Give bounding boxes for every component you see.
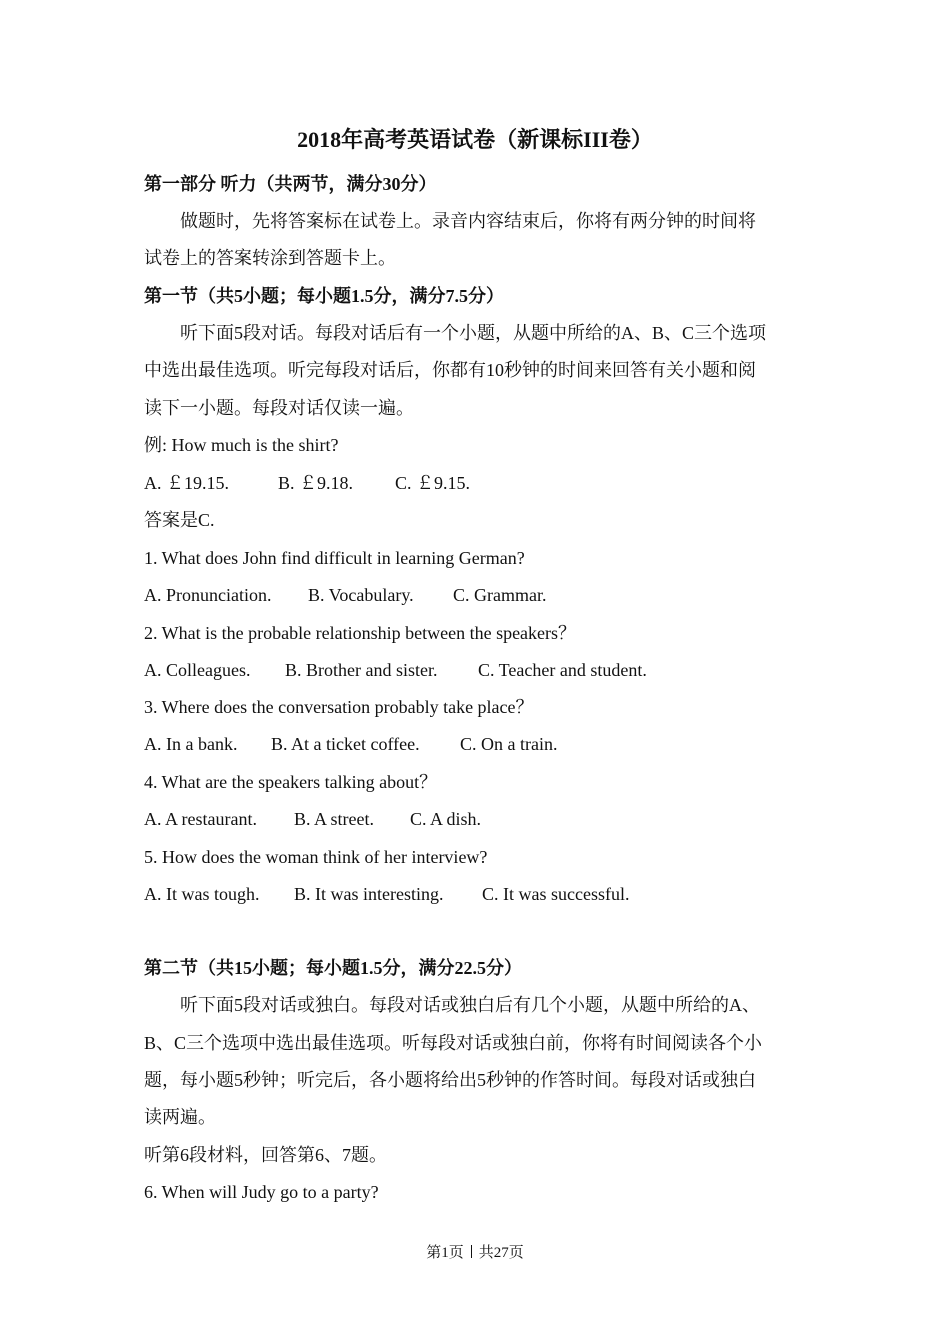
question-1: 1. What does John find difficult in learning German? (144, 548, 525, 568)
section1-heading: 第一节（共5小题；每小题1.5分，满分7.5分） (144, 286, 504, 306)
example-options (144, 470, 814, 496)
option-b: B. ￡9.18. (278, 473, 354, 493)
question-5: 5. How does the woman think of her interview? (144, 847, 488, 867)
option-a: A. Pronunciation. (144, 585, 272, 605)
footer-divider (471, 1245, 472, 1258)
option-a: A. It was tough. (144, 884, 260, 904)
question-2: 2. What is the probable relationship between the speakers？ (144, 623, 577, 643)
section2-intro-line: 题，每小题5秒钟；听完后，各小题将给出5秒钟的作答时间。每段对话或独白 (144, 1070, 756, 1090)
option-a: A. In a bank. (144, 734, 238, 754)
page-footer (0, 1242, 950, 1264)
material-note: 听第6段材料，回答第6、7题。 (144, 1145, 387, 1165)
section1-intro-line: 听下面5段对话。每段对话后有一个小题，从题中所给的A、B、C三个选项 (180, 323, 767, 343)
option-a: A. Colleagues. (144, 660, 251, 680)
question-5-options (144, 881, 814, 907)
page-title: 2018年高考英语试卷（新课标III卷） (297, 127, 653, 152)
example-answer: 答案是C. (144, 510, 215, 530)
section2-intro-line: B、C三个选项中选出最佳选项。听每段对话或独白前，你将有时间阅读各个小 (144, 1033, 763, 1053)
example-question: 例: How much is the shirt? (144, 435, 339, 455)
option-b: B. Brother and sister. (285, 660, 438, 680)
option-c: C. A dish. (410, 809, 482, 829)
question-2-options (144, 657, 814, 683)
question-4-options (144, 806, 814, 832)
option-c: C. Teacher and student. (478, 660, 647, 680)
option-c: C. On a train. (460, 734, 558, 754)
question-4: 4. What are the speakers talking about？ (144, 772, 438, 792)
part1-heading: 第一部分 听力（共两节，满分30分） (144, 174, 437, 194)
option-b: B. Vocabulary. (308, 585, 414, 605)
option-b: B. It was interesting. (294, 884, 444, 904)
question-3: 3. Where does the conversation probably take place？ (144, 697, 534, 717)
option-c: C. ￡9.15. (395, 473, 471, 493)
section2-intro-line: 听下面5段对话或独白。每段对话或独白后有几个小题，从题中所给的A、 (180, 995, 760, 1015)
part1-intro-line: 试卷上的答案转涂到答题卡上。 (144, 248, 396, 268)
question-3-options (144, 731, 814, 757)
part1-intro-line: 做题时，先将答案标在试卷上。录音内容结束后，你将有两分钟的时间将 (180, 211, 756, 231)
section1-intro-line: 读下一小题。每段对话仅读一遍。 (144, 398, 414, 418)
section2-intro-line: 读两遍。 (144, 1107, 216, 1127)
question-1-options (144, 582, 814, 608)
section2-heading: 第二节（共15小题；每小题1.5分，满分22.5分） (144, 958, 522, 978)
option-b: B. At a ticket coffee. (271, 734, 420, 754)
option-a: A. A restaurant. (144, 809, 257, 829)
option-b: B. A street. (294, 809, 374, 829)
option-c: C. It was successful. (482, 884, 630, 904)
option-c: C. Grammar. (453, 585, 547, 605)
section1-intro-line: 中选出最佳选项。听完每段对话后，你都有10秒钟的时间来回答有关小题和阅 (144, 360, 756, 380)
page-number: 第1页 (426, 1245, 464, 1261)
question-6: 6. When will Judy go to a party? (144, 1182, 379, 1202)
option-a: A. ￡19.15. (144, 473, 229, 493)
page-total: 共27页 (478, 1245, 524, 1261)
